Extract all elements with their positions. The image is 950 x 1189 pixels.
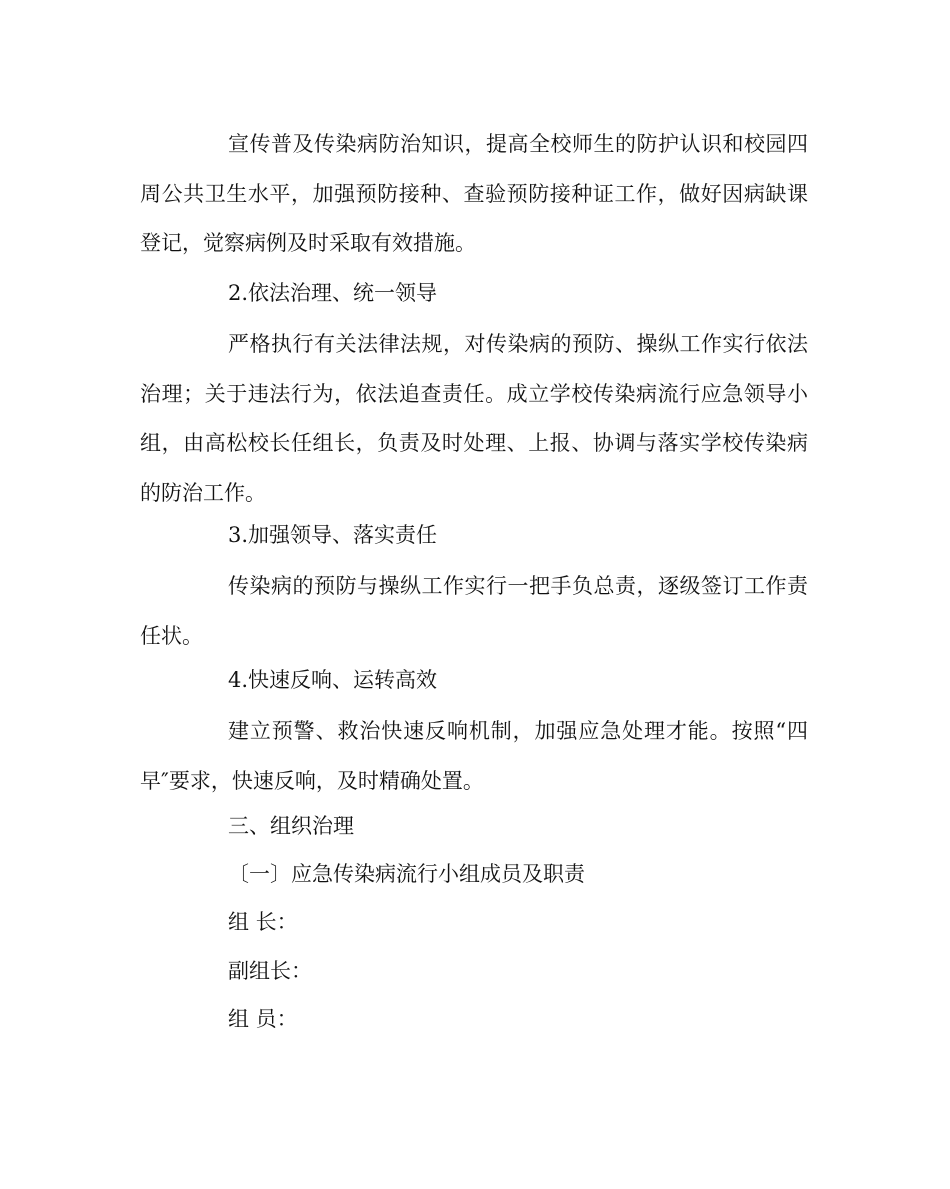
field-members: 组 员： [228,1007,298,1031]
paragraph-publicity: 宣传普及传染病防治知识，提高全校师生的防护认识和校园四周公共卫生水平，加强预防接种、查验预防接种证工作，做好因病缺课登记，觉察病例及时采取有效措施。 [140,132,808,255]
field-leader: 组 长： [228,910,298,934]
paragraph-early-warning: 建立预警、救治快速反响机制，加强应急处理才能。按照“四早″要求，快速反响，及时精确处置。 [140,719,808,793]
paragraph-law-enforcement: 严格执行有关法律法规，对传染病的预防、操纵工作实行依法治理；关于违法行为，依法追查责任。成立学校传染病流行应急领导小组，由高松校长任组长，负责及时处理、上报、协调与落实学校传染病的防治工作。 [140,332,808,505]
heading-4-rapid-response: 4.快速反响、运转高效 [228,668,438,692]
heading-subsection-1-team: 〔一〕应急传染病流行小组成员及职责 [228,862,585,886]
paragraph-responsibility: 传染病的预防与操纵工作实行一把手负总责，逐级签订工作责任状。 [140,574,808,648]
field-deputy-leader: 副组长： [228,959,312,983]
heading-section-3-organization: 三、组织治理 [228,814,354,838]
heading-2-lawful-governance: 2.依法治理、统一领导 [228,281,438,305]
heading-3-strengthen-leadership: 3.加强领导、落实责任 [228,523,438,547]
